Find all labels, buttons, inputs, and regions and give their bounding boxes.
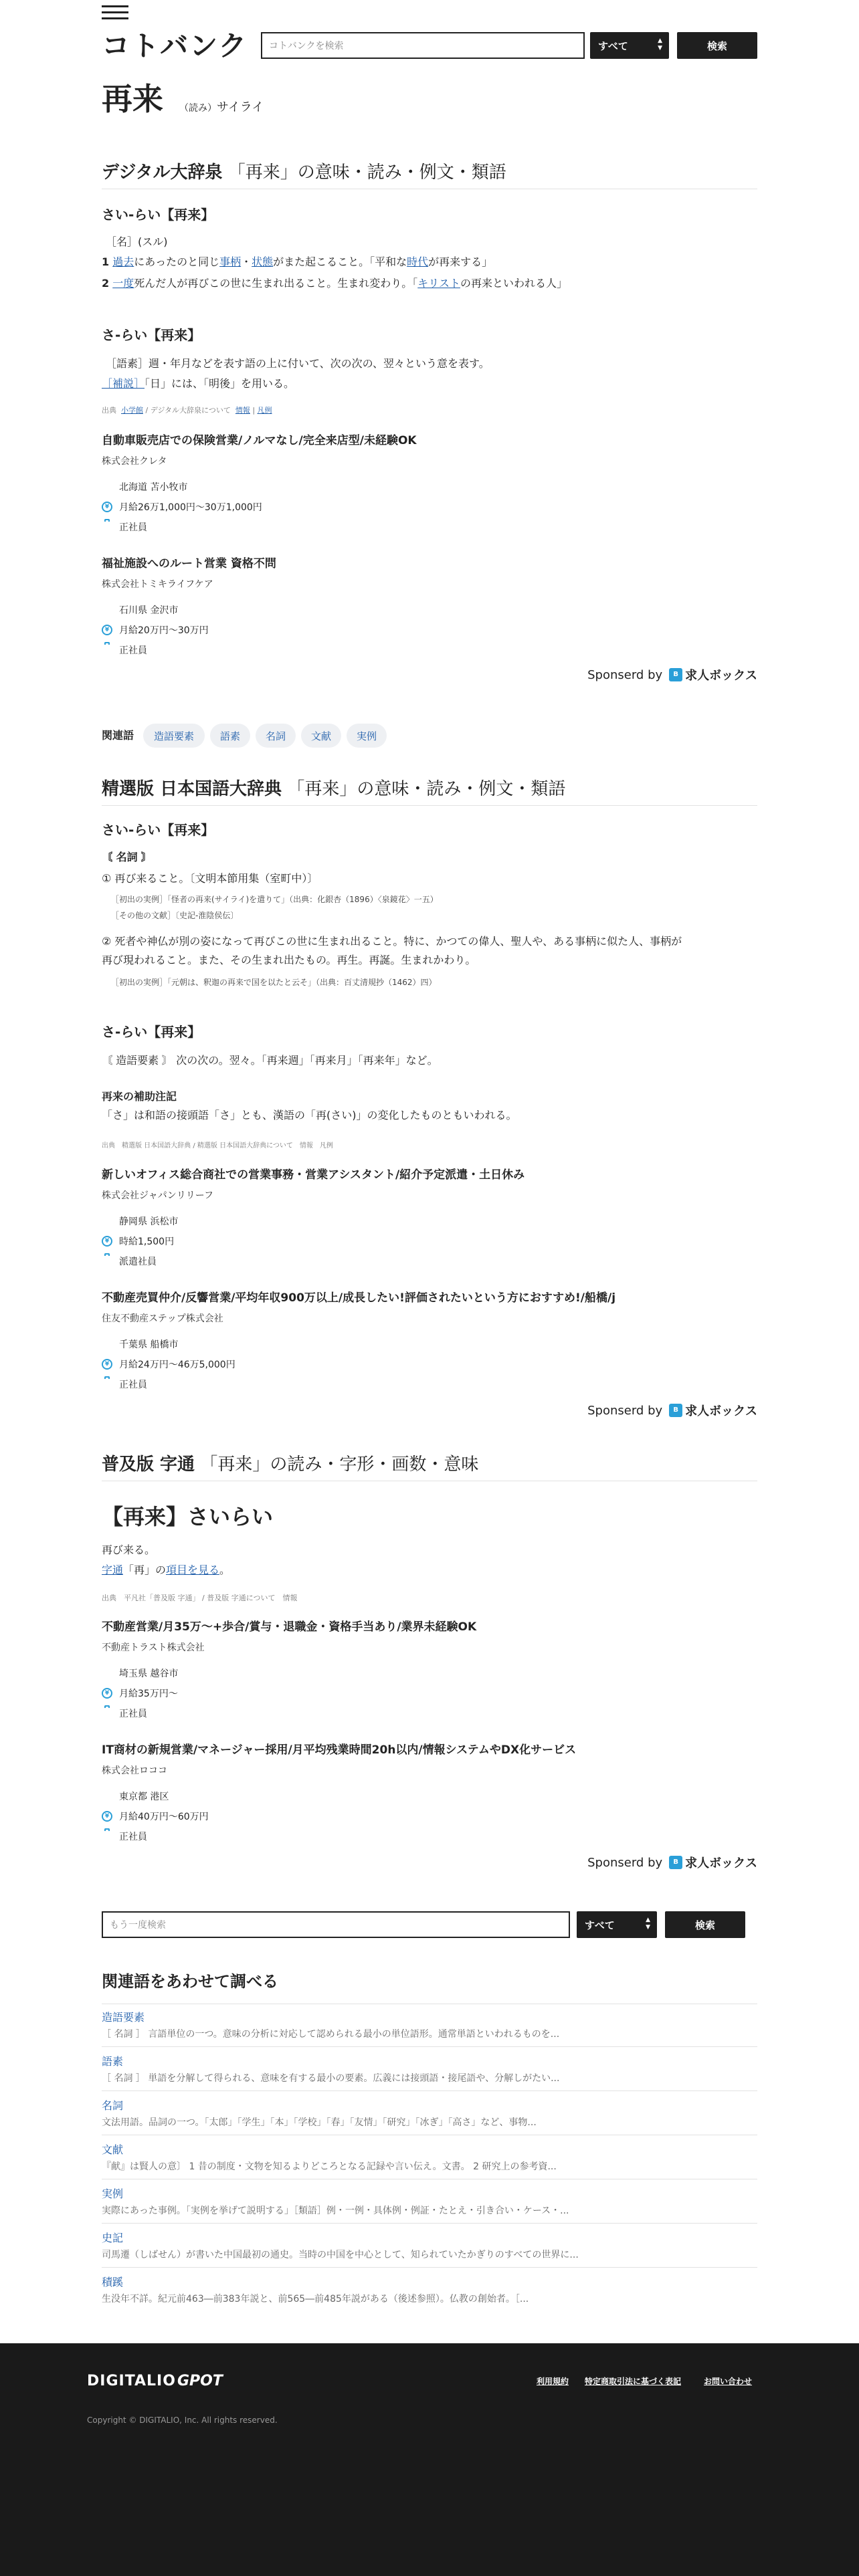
link-jitsu[interactable]: 字通	[102, 1564, 124, 1576]
job-salary: ¥ 月給35万円〜	[102, 1687, 178, 1701]
jitsu-link-line: 字通「再」の項目を見る。	[102, 1564, 231, 1576]
location-pin-icon	[102, 1216, 112, 1228]
job-title[interactable]: 不動産売買仲介/反響営業/平均年収900万以上/成長したい!評価されたいという方におすすめ!/船橋/j	[102, 1291, 616, 1305]
category-select-label: すべて	[585, 1919, 615, 1931]
job-location: 静岡県 浜松市	[102, 1214, 178, 1229]
location-pin-icon	[102, 481, 112, 494]
link-see-item[interactable]: 項目を見る	[166, 1564, 220, 1576]
sponsored-by[interactable]: Sponserd by B 求人ボックス	[587, 667, 757, 683]
job-company: 住友不動産ステップ株式会社	[102, 1313, 223, 1324]
briefcase-icon	[102, 1831, 112, 1843]
search-input[interactable]: コトバンクを検索	[261, 32, 585, 59]
definition-1: 1 過去にあったのと同じ事柄・状態がまた起こること。「平和な時代が再来する」	[102, 255, 493, 268]
job-title[interactable]: 福祉施設へのルート営業 資格不問	[102, 557, 276, 570]
link-joutai[interactable]: 状態	[252, 255, 274, 268]
definition-2: ② 死者や神仏が別の姿になって再びこの世に生まれ出ること。特に、かつての偉人、聖人や、ある事柄に似た人、事柄が	[102, 935, 682, 948]
briefcase-icon	[102, 1379, 112, 1391]
job-location: 北海道 苫小牧市	[102, 480, 187, 495]
divider	[102, 2046, 757, 2047]
job-company: 不動産トラスト株式会社	[102, 1642, 205, 1653]
definition-1: ① 再び来ること。〔文明本節用集（室町中）〕	[102, 872, 318, 885]
related-desc: 司馬遷（しばせん）が書いた中国最初の通史。当時の中国を中心として、知られていたかぎりのすべての世界に...	[102, 2250, 579, 2260]
supplement: ［補説］「日」には、「明後」を用いる。	[102, 377, 295, 390]
source-line: 出典 精選版 日本国語大辞典 / 精選版 日本国語大辞典について 情報 凡例	[102, 1142, 333, 1150]
search-button[interactable]: 検索	[677, 32, 757, 59]
related-term[interactable]: 史記	[102, 2232, 124, 2244]
related-tag[interactable]: 語素	[210, 724, 250, 748]
job-type: 正社員	[102, 1830, 147, 1844]
page-reading: （読み）サイライ	[179, 100, 264, 114]
sponsored-by[interactable]: Sponserd by B 求人ボックス	[587, 1855, 757, 1870]
section-title-daijisen: デジタル大辞泉 「再来」の意味・読み・例文・類語	[102, 163, 506, 183]
related-term[interactable]: 積蹊	[102, 2276, 124, 2288]
digitalio-logo[interactable]: DIGITALIO	[87, 2373, 176, 2389]
location-pin-icon	[102, 1668, 112, 1680]
yen-icon: ¥	[102, 1236, 112, 1248]
job-location: 東京都 港区	[102, 1790, 169, 1804]
job-type: 派遣社員	[102, 1255, 157, 1269]
related-desc: ［ 名詞 ］ 単語を分解して得られる、意味を有する最小の要素。広義には接頭語・接尾語や、分解しがたい...	[102, 2073, 560, 2084]
related-desc: 『献』は賢人の意〕 1 昔の制度・文物を知るよりどころとなる記録や言い伝え。文書。 2 研究上の参考資...	[102, 2161, 557, 2172]
briefcase-icon	[102, 1708, 112, 1720]
divider	[102, 805, 757, 806]
site-logo[interactable]: コトバンク	[102, 29, 248, 62]
related-term[interactable]: 造語要素	[102, 2011, 145, 2024]
job-type: 正社員	[102, 643, 147, 658]
gpot-logo[interactable]: GPOT	[177, 2373, 223, 2389]
source-line: 出典 小学館 / デジタル大辞泉について 情報 | 凡例	[102, 406, 272, 415]
note-heading: 再来の補助注記	[102, 1090, 177, 1103]
related-tag[interactable]: 文献	[301, 724, 341, 748]
definition-2: 2 一度死んだ人が再びこの世に生まれ出ること。生まれ変わり。「キリストの再来といわれる人」	[102, 277, 567, 290]
part-of-speech: 〘 名詞 〙	[102, 851, 153, 863]
job-salary: ¥ 月給26万1,000円〜30万1,000円	[102, 500, 262, 515]
definition-gosou: 〘 造語要素 〙 次の次の。翌々。「再来週」「再来月」「再来年」など。	[102, 1054, 438, 1067]
job-company: 株式会社ジャパンリリーフ	[102, 1190, 214, 1201]
job-salary: ¥ 時給1,500円	[102, 1235, 174, 1249]
footer-link-tokusho[interactable]: 特定商取引法に基づく表記	[585, 2377, 682, 2386]
location-pin-icon	[102, 605, 112, 617]
related-term[interactable]: 文献	[102, 2143, 124, 2156]
job-salary: ¥ 月給24万円〜46万5,000円	[102, 1358, 235, 1372]
related-desc: ［ 名詞 ］ 言語単位の一つ。意味の分析に対応して認められる最小の単位語形。通常単語といわれるものを...	[102, 2029, 560, 2040]
job-title[interactable]: IT商材の新規営業/マネージャー採用/月平均残業時間20h以内/情報システムやDX化サービス	[102, 1743, 577, 1757]
example-other: ［その他の文献］〔史記‐淮陰侯伝〕	[111, 911, 239, 920]
related-label: 関連語	[102, 729, 134, 742]
related-term[interactable]: 実例	[102, 2187, 124, 2200]
briefcase-icon	[102, 522, 112, 534]
bottom-category-select[interactable]	[577, 1911, 657, 1938]
definition-2-cont: 再び現われること。また、その生まれ出たもの。再生。再誕。生まれかわり。	[102, 954, 476, 966]
headword: さ‐らい【再来】	[102, 1024, 201, 1040]
link-kotogara[interactable]: 事柄	[219, 255, 242, 268]
link-kirisuto[interactable]: キリスト	[417, 277, 460, 290]
category-select-label: すべて	[598, 39, 628, 52]
footer-link-contact[interactable]: お問い合わせ	[704, 2377, 753, 2386]
job-location: 千葉県 船橋市	[102, 1337, 178, 1352]
link-info[interactable]: 情報	[235, 406, 250, 415]
definition: 再び来る。	[102, 1543, 156, 1556]
headword: さい‐らい【再来】	[102, 207, 215, 223]
link-ichido[interactable]: 一度	[112, 277, 134, 290]
source-line: 出典 平凡社「普及版 字通」 / 普及版 字通について 情報	[102, 1594, 298, 1602]
section-title-jitsu: 普及版 字通 「再来」の読み・字形・画数・意味	[102, 1455, 479, 1475]
job-company: 株式会社ロココ	[102, 1765, 167, 1776]
location-pin-icon	[102, 1339, 112, 1351]
example: ［初出の実例］「怪者の再来(サイライ)を遣りて」（出典：化銀杏（1896）〈泉鏡花〉一五）	[111, 895, 438, 904]
job-salary: ¥ 月給40万円〜60万円	[102, 1810, 209, 1824]
location-pin-icon	[102, 1791, 112, 1803]
section-title-seisenban: 精選版 日本国語大辞典 「再来」の意味・読み・例文・類語	[102, 779, 566, 799]
footer	[0, 2343, 859, 2576]
briefcase-icon	[102, 1256, 112, 1268]
headword: さ‐らい【再来】	[102, 327, 201, 343]
related-tag[interactable]: 名詞	[256, 724, 296, 748]
note-text: 「さ」は和語の接頭語「さ」とも、漢語の「再(さい)」の変化したものともいわれる。	[102, 1109, 517, 1121]
job-location: 埼玉県 越谷市	[102, 1667, 178, 1681]
divider	[102, 2223, 757, 2224]
related-desc: 実際にあった事例。「実例を挙げて説明する」［類語］例・一例・具体例・例証・たとえ・引き合い・ケース・...	[102, 2206, 569, 2216]
footer-link-terms[interactable]: 利用規約	[537, 2377, 569, 2386]
copyright: Copyright © DIGITALIO, Inc. All rights reserved.	[87, 2416, 278, 2425]
job-type: 正社員	[102, 1378, 147, 1392]
definition-gosou: ［語素］週・年月などを表す語の上に付いて、次の次の、翌々という意を表す。	[106, 357, 490, 370]
yen-icon: ¥	[102, 502, 112, 514]
divider	[102, 2090, 757, 2091]
yen-icon: ¥	[102, 625, 112, 637]
kyujinbox-logo-icon: B	[669, 1856, 682, 1869]
yen-icon: ¥	[102, 1688, 112, 1700]
job-title[interactable]: 新しいオフィス総合商社での営業事務・営業アシスタント/紹介予定派遣・土日休み	[102, 1168, 525, 1182]
kyujinbox-logo-icon: B	[669, 668, 682, 681]
job-title[interactable]: 不動産営業/月35万〜+歩合/賞与・退職金・資格手当あり/業界未経験OK	[102, 1620, 477, 1634]
yen-icon: ¥	[102, 1359, 112, 1371]
menu-icon[interactable]	[102, 5, 128, 23]
part-of-speech: ［名］(スル)	[106, 235, 168, 248]
related-tag[interactable]: 実例	[347, 724, 387, 748]
headword: 【再来】さいらい	[102, 1504, 274, 1529]
link-hosoku[interactable]: ［補説］	[102, 377, 145, 390]
link-jidai[interactable]: 時代	[407, 255, 429, 268]
link-kako[interactable]: 過去	[112, 255, 134, 268]
page-title: 再来	[102, 81, 163, 117]
job-title[interactable]: 自動車販売店での保険営業/ノルマなし/完全来店型/未経験OK	[102, 434, 417, 447]
related-term[interactable]: 語素	[102, 2055, 124, 2068]
job-company: 株式会社トミキライフケア	[102, 579, 213, 590]
related-tag[interactable]: 造語要素	[143, 724, 205, 748]
job-type: 正社員	[102, 1707, 147, 1721]
select-arrows-icon: ▲ ▼	[658, 37, 662, 51]
job-company: 株式会社クレタ	[102, 456, 167, 467]
related-desc: 生没年不詳。紀元前463―前383年説と、前565―前485年説がある（後述参照）。仏教の創始者。［...	[102, 2294, 529, 2304]
example: ［初出の実例］「元朝は、釈迦の再来で国を以たと云そ」（出典：百丈清規抄（1462）四）	[111, 978, 437, 987]
link-shogakukan[interactable]: 小学館	[121, 406, 143, 415]
bottom-search-button[interactable]: 検索	[665, 1911, 745, 1938]
related-term[interactable]: 名詞	[102, 2099, 124, 2112]
select-arrows-icon: ▲ ▼	[646, 1917, 650, 1931]
bottom-search-input[interactable]: もう一度検索	[102, 1911, 570, 1938]
kyujinbox-logo-icon: B	[669, 1404, 682, 1417]
headword: さい‐らい【再来】	[102, 822, 215, 838]
job-type: 正社員	[102, 520, 147, 535]
related-heading: 関連語をあわせて調べる	[102, 1972, 278, 1991]
related-desc: 文法用語。品詞の一つ。「太郎」「学生」「本」「学校」「春」「友情」「研究」「冰ぎ」「高さ」など、事物...	[102, 2117, 537, 2128]
yen-icon: ¥	[102, 1811, 112, 1823]
job-location: 石川県 金沢市	[102, 603, 178, 618]
sponsored-by[interactable]: Sponserd by B 求人ボックス	[587, 1403, 757, 1418]
link-hanrei[interactable]: 凡例	[257, 406, 272, 415]
category-select[interactable]	[590, 32, 669, 59]
job-salary: ¥ 月給20万円〜30万円	[102, 623, 209, 638]
briefcase-icon	[102, 645, 112, 657]
divider	[102, 2267, 757, 2268]
